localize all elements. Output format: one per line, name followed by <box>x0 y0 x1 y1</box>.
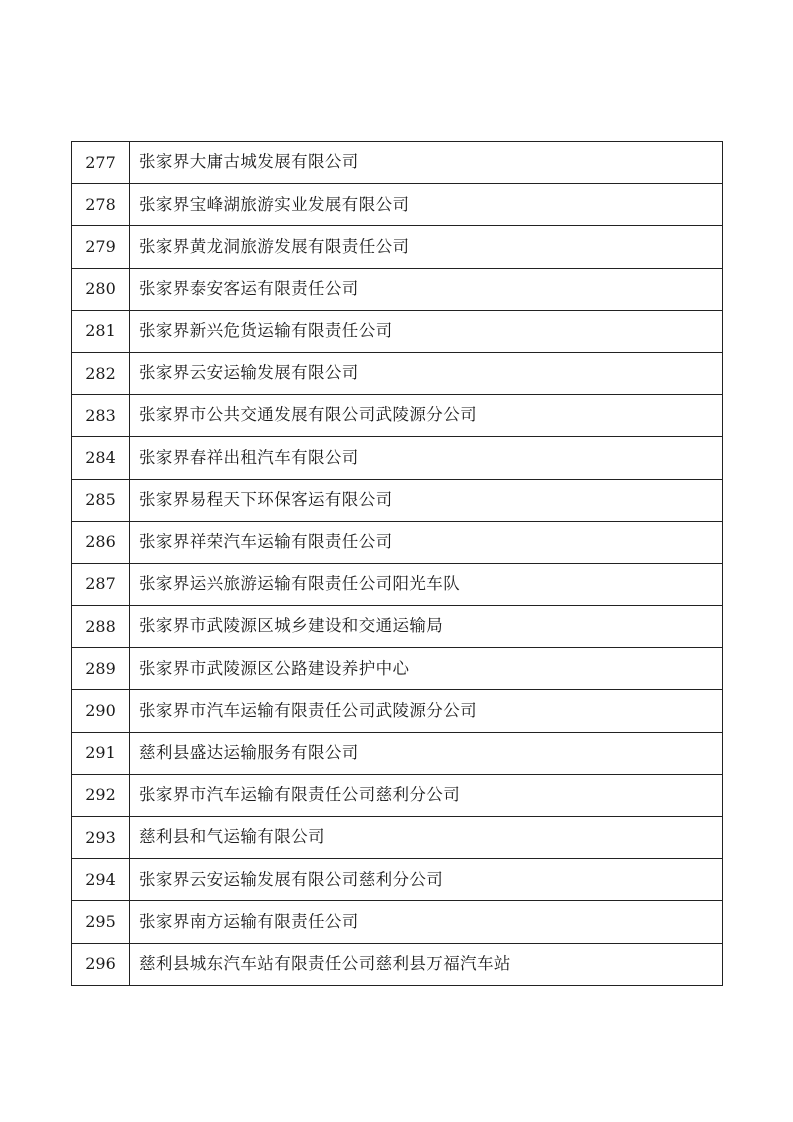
company-name: 张家界运兴旅游运输有限责任公司阳光车队 <box>130 563 723 605</box>
row-number: 288 <box>72 606 130 648</box>
row-number: 287 <box>72 563 130 605</box>
row-number: 294 <box>72 859 130 901</box>
company-name: 慈利县和气运输有限公司 <box>130 817 723 859</box>
company-name: 张家界泰安客运有限责任公司 <box>130 268 723 310</box>
table-row <box>72 859 723 901</box>
table-row <box>72 268 723 310</box>
row-number: 293 <box>72 817 130 859</box>
row-number: 280 <box>72 268 130 310</box>
table-row <box>72 817 723 859</box>
table-row <box>72 690 723 732</box>
row-number: 286 <box>72 521 130 563</box>
company-name: 张家界市武陵源区城乡建设和交通运输局 <box>130 606 723 648</box>
company-name: 张家界新兴危货运输有限责任公司 <box>130 310 723 352</box>
company-name: 张家界市武陵源区公路建设养护中心 <box>130 648 723 690</box>
company-name: 张家界云安运输发展有限公司慈利分公司 <box>130 859 723 901</box>
table-row <box>72 943 723 985</box>
company-name: 张家界市汽车运输有限责任公司慈利分公司 <box>130 774 723 816</box>
company-name: 张家界黄龙洞旅游发展有限责任公司 <box>130 226 723 268</box>
row-number: 291 <box>72 732 130 774</box>
row-number: 282 <box>72 352 130 394</box>
company-name: 张家界市公共交通发展有限公司武陵源分公司 <box>130 395 723 437</box>
company-name: 张家界易程天下环保客运有限公司 <box>130 479 723 521</box>
row-number: 285 <box>72 479 130 521</box>
row-number: 295 <box>72 901 130 943</box>
row-number: 283 <box>72 395 130 437</box>
table-row <box>72 563 723 605</box>
table-row <box>72 395 723 437</box>
company-name: 慈利县城东汽车站有限责任公司慈利县万福汽车站 <box>130 943 723 985</box>
table-row <box>72 606 723 648</box>
table-row <box>72 732 723 774</box>
row-number: 292 <box>72 774 130 816</box>
row-number: 284 <box>72 437 130 479</box>
company-list-body <box>72 142 723 986</box>
row-number: 290 <box>72 690 130 732</box>
table-row <box>72 648 723 690</box>
company-name: 张家界祥荣汽车运输有限责任公司 <box>130 521 723 563</box>
table-row <box>72 479 723 521</box>
table-row <box>72 226 723 268</box>
company-name: 张家界云安运输发展有限公司 <box>130 352 723 394</box>
company-list-table <box>71 141 723 986</box>
row-number: 278 <box>72 184 130 226</box>
table-row <box>72 142 723 184</box>
table-row <box>72 352 723 394</box>
table-row <box>72 901 723 943</box>
table-row <box>72 184 723 226</box>
company-name: 张家界南方运输有限责任公司 <box>130 901 723 943</box>
row-number: 277 <box>72 142 130 184</box>
company-name: 张家界宝峰湖旅游实业发展有限公司 <box>130 184 723 226</box>
table-row <box>72 437 723 479</box>
row-number: 279 <box>72 226 130 268</box>
company-name: 慈利县盛达运输服务有限公司 <box>130 732 723 774</box>
table-row <box>72 521 723 563</box>
row-number: 296 <box>72 943 130 985</box>
table-row <box>72 774 723 816</box>
company-name: 张家界市汽车运输有限责任公司武陵源分公司 <box>130 690 723 732</box>
row-number: 281 <box>72 310 130 352</box>
row-number: 289 <box>72 648 130 690</box>
table-row <box>72 310 723 352</box>
company-name: 张家界春祥出租汽车有限公司 <box>130 437 723 479</box>
company-name: 张家界大庸古城发展有限公司 <box>130 142 723 184</box>
